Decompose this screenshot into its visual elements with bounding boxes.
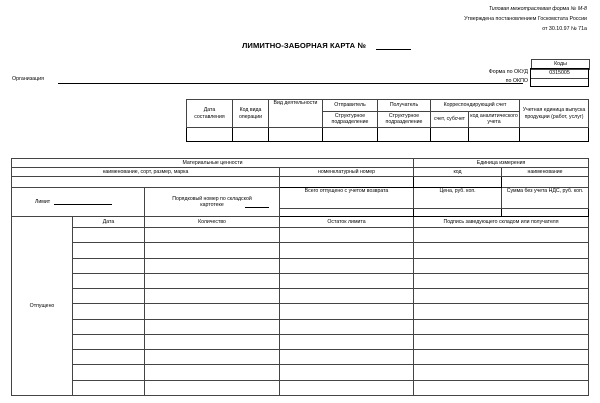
table-row-date[interactable] — [73, 380, 145, 395]
table-row-sign[interactable] — [414, 258, 589, 273]
table-row-date[interactable] — [73, 365, 145, 380]
codes-box — [530, 68, 589, 87]
table-row-remain[interactable] — [280, 289, 414, 304]
table-row-remain[interactable] — [280, 365, 414, 380]
unit-name-header: наименование — [502, 168, 589, 177]
table-row-remain[interactable] — [280, 380, 414, 395]
table-row-date[interactable] — [73, 304, 145, 319]
form-type-note: Типовая межотраслевая форма № М-8 — [488, 6, 587, 12]
okud-label: Форма по ОКУД — [488, 69, 528, 75]
table-row-qty[interactable] — [145, 319, 280, 334]
table-row-qty[interactable] — [145, 304, 280, 319]
card-number-line[interactable] — [245, 207, 269, 208]
okpo-code — [531, 79, 588, 87]
table-row-date[interactable] — [73, 350, 145, 365]
name-header: наименование, сорт, размер, марка — [12, 168, 280, 177]
table-row-remain[interactable] — [280, 243, 414, 258]
table-row-sign[interactable] — [414, 304, 589, 319]
table-row-qty[interactable] — [145, 273, 280, 288]
table-row-sign[interactable] — [414, 273, 589, 288]
approval-date-note: от 30.10.97 № 71а — [542, 26, 587, 32]
table-row-sign[interactable] — [414, 243, 589, 258]
nomenclature-header: номенклатурный номер — [280, 168, 414, 177]
table-row-sign[interactable] — [414, 380, 589, 395]
table-row-qty[interactable] — [145, 350, 280, 365]
table-row-sign[interactable] — [414, 289, 589, 304]
col-activity: Вид деятельности — [269, 100, 323, 128]
table-row-date[interactable] — [73, 228, 145, 243]
table-row-sign[interactable] — [414, 350, 589, 365]
table-row-remain[interactable] — [280, 319, 414, 334]
table-row-sign[interactable] — [414, 334, 589, 349]
cell-op-code[interactable] — [233, 128, 269, 142]
table-row-date[interactable] — [73, 289, 145, 304]
col-analytic-code: код аналитического учета — [469, 111, 520, 128]
table-row-date[interactable] — [73, 258, 145, 273]
card-number-line — [376, 49, 411, 50]
page-title: ЛИМИТНО-ЗАБОРНАЯ КАРТА № — [242, 41, 367, 50]
table-row-qty[interactable] — [145, 365, 280, 380]
col-sender-dept: Структурное подразделение — [323, 111, 378, 128]
approval-note: Утверждена постановлением Госкомстата России — [464, 16, 587, 22]
table-row-remain[interactable] — [280, 304, 414, 319]
table-row-qty[interactable] — [145, 228, 280, 243]
table-row-remain[interactable] — [280, 334, 414, 349]
table-row-date[interactable] — [73, 243, 145, 258]
remaining-limit-header: Остаток лимита — [280, 216, 414, 227]
cell-activity[interactable] — [269, 128, 323, 142]
total-issued-cell[interactable] — [280, 208, 414, 216]
limit-cell — [12, 188, 145, 216]
table-row-remain[interactable] — [280, 273, 414, 288]
table-row-qty[interactable] — [145, 258, 280, 273]
table-row-qty[interactable] — [145, 380, 280, 395]
col-receiver: Получатель — [378, 100, 431, 112]
unit-name-cell[interactable] — [502, 177, 589, 188]
price-cell[interactable] — [414, 208, 502, 216]
unit-code-header: код — [414, 168, 502, 177]
organization-line — [58, 83, 523, 84]
col-date-created: Дата составления — [187, 100, 233, 128]
table-row-remain[interactable] — [280, 228, 414, 243]
table-row-remain[interactable] — [280, 350, 414, 365]
main-table — [11, 158, 589, 396]
col-unit-output: Учетная единица выпуска продукции (работ, услуг) — [520, 100, 589, 128]
table-row-qty[interactable] — [145, 334, 280, 349]
total-issued-header: Всего отпущено с учетом возврата — [280, 188, 414, 208]
unit-code-cell[interactable] — [414, 177, 502, 188]
col-sender: Отправитель — [323, 100, 378, 112]
material-values-header: Материальные ценности — [12, 159, 414, 168]
limit-line[interactable] — [54, 204, 112, 205]
price-header: Цена, руб. коп. — [414, 188, 502, 208]
top-info-table — [186, 99, 589, 142]
table-row-qty[interactable] — [145, 243, 280, 258]
cell-sender[interactable] — [323, 128, 378, 142]
organization-label: Организация — [12, 76, 44, 82]
name-cell[interactable] — [12, 177, 280, 188]
cell-date[interactable] — [187, 128, 233, 142]
col-account: счет, субсчет — [431, 111, 469, 128]
table-row-sign[interactable] — [414, 319, 589, 334]
okpo-label: по ОКПО — [505, 78, 528, 84]
table-row-date[interactable] — [73, 334, 145, 349]
sum-header: Сумма без учета НДС, руб. коп. — [502, 188, 589, 208]
card-number-label: Порядковый номер по складской картотеке — [172, 195, 252, 209]
limit-label: Лимит — [35, 199, 51, 206]
unit-header: Единица измерения — [414, 159, 589, 168]
date-header: Дата — [73, 216, 145, 227]
okud-code: 0315005 — [531, 69, 588, 79]
quantity-header: Количество — [145, 216, 280, 227]
cell-receiver[interactable] — [378, 128, 431, 142]
sum-cell[interactable] — [502, 208, 589, 216]
table-row-sign[interactable] — [414, 365, 589, 380]
card-number-cell — [145, 188, 280, 216]
codes-header: Коды — [531, 59, 590, 70]
table-row-sign[interactable] — [414, 228, 589, 243]
col-corr-account: Корреспондирующий счет — [431, 100, 520, 112]
table-row-date[interactable] — [73, 273, 145, 288]
table-row-date[interactable] — [73, 319, 145, 334]
issued-label: Отпущено — [12, 216, 73, 395]
nomenclature-cell[interactable] — [280, 177, 414, 188]
signature-header: Подпись заведующего складом или получателя — [414, 216, 589, 227]
cell-account[interactable] — [431, 128, 469, 142]
col-receiver-dept: Структурное подразделение — [378, 111, 431, 128]
table-row-qty[interactable] — [145, 289, 280, 304]
col-operation-code: Код вида операции — [233, 100, 269, 128]
table-row-remain[interactable] — [280, 258, 414, 273]
cell-unit[interactable] — [520, 128, 589, 142]
cell-analytic[interactable] — [469, 128, 520, 142]
